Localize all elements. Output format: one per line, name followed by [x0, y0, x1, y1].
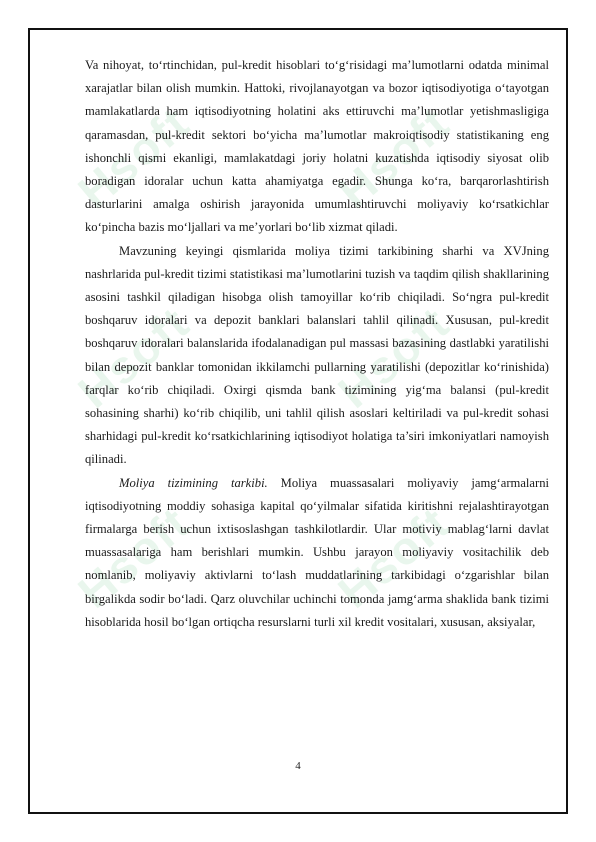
watermark: Hsoft [68, 296, 200, 418]
paragraph [85, 240, 549, 472]
page-number: 4 [295, 760, 301, 772]
document-body [85, 54, 549, 634]
watermark: Hsoft [68, 96, 200, 218]
paragraph-text: Moliya muassasalari moliyaviy jamg‘armalarni iqtisodiyotning moddiy sohasiga kapital qo‘yilmalar sifatida kiritishni rejalashtirayotgan firmalarga berish uchun ixtisoslashgan tashkilotlardir. Ular motiviy mablag‘larni davlat muassasalariga ham berishlari mumkin. Ushbu jarayon moliyaviy vositachilik deb nomlanib, moliyaviy aktivlarni to‘lash muddatlarining tarkibidagi o‘zgarishlar bilan birgalikda sodir bo‘ladi. Qarz oluvchilar uchinchi tomonda jamg‘arma shaklida bank tizimi hisoblarida hosil bo‘lgan ortiqcha resurslarni turli xil kredit vositalari, xususan, aksiyalar, [85, 475, 549, 629]
paragraph [85, 54, 549, 240]
paragraph-text: Va nihoyat, to‘rtinchidan, pul-kredit hisoblari to‘g‘risidagi ma’lumotlarni odatda minimal xarajatlar bilan olish mumkin. Hattoki, rivojlanayotgan va bozor iqtisodiyotiga o‘tayotgan mamlakatlarda ham iqtisodiyotning holatini aks ettiruvchi ma’lumotlar yetishmasligiga qaramasdan, pul-kredit sektori bo‘yicha ma’lumotlar makroiqtisodiy statistikaning eng ishonchli qismi ekanligi, mamlakatdagi joriy holatni kuzatishda iqtisodiy siyosat olib boradigan idoralar uchun katta ahamiyatga egadir. Shunga ko‘ra, barqarorlashtirish dasturlarini amalga oshirish jarayonida umumlashtiruvchi moliyaviy ko‘rsatkichlar ko‘pincha bazis mo‘ljallari va me’yorlari bo‘lib xizmat qiladi. [85, 58, 549, 235]
watermark: Hsoft [328, 296, 460, 418]
paragraph [85, 472, 549, 634]
section-lead-title: Moliya tizimining tarkibi. [119, 475, 268, 490]
watermark: Hsoft [328, 496, 460, 618]
paragraph-text: Mavzuning keyingi qismlarida moliya tizimi tarkibining sharhi va XVJning nashrlarida pul-kredit tizimi statistikasi ma’lumotlarini tuzish va taqdim qilish shakllarining asosini tashkil qiladigan hisobga olish tamoyillar ko‘rib chiqiladi. So‘ngra pul-kredit boshqaruv idoralari va depozit banklari balanslari tahlil qilinadi. Xususan, pul-kredit boshqaruv idoralari balanslarida ifodalanadigan pul massasi bazasining dastlabki yaratilishi bilan depozit banklar tomonidan ikkilamchi pullarning yaratilishi (depozitlar ko‘rinishida) farqlar ko‘rib chiqiladi. Oxirgi qismda bank tizimining yig‘ma balansi (pul-kredit sohasining sharhi) ko‘rib chiqilib, uni tahlil qilish asoslari keltiriladi va pul-kredit sohasi sharhidagi pul-kredit ko‘rsatkichlarining iqtisodiyot holatiga ta’siri imkoniyatlari namoyish qilinadi. [85, 243, 549, 467]
watermark: Hsoft [68, 496, 200, 618]
watermark: Hsoft [328, 96, 460, 218]
